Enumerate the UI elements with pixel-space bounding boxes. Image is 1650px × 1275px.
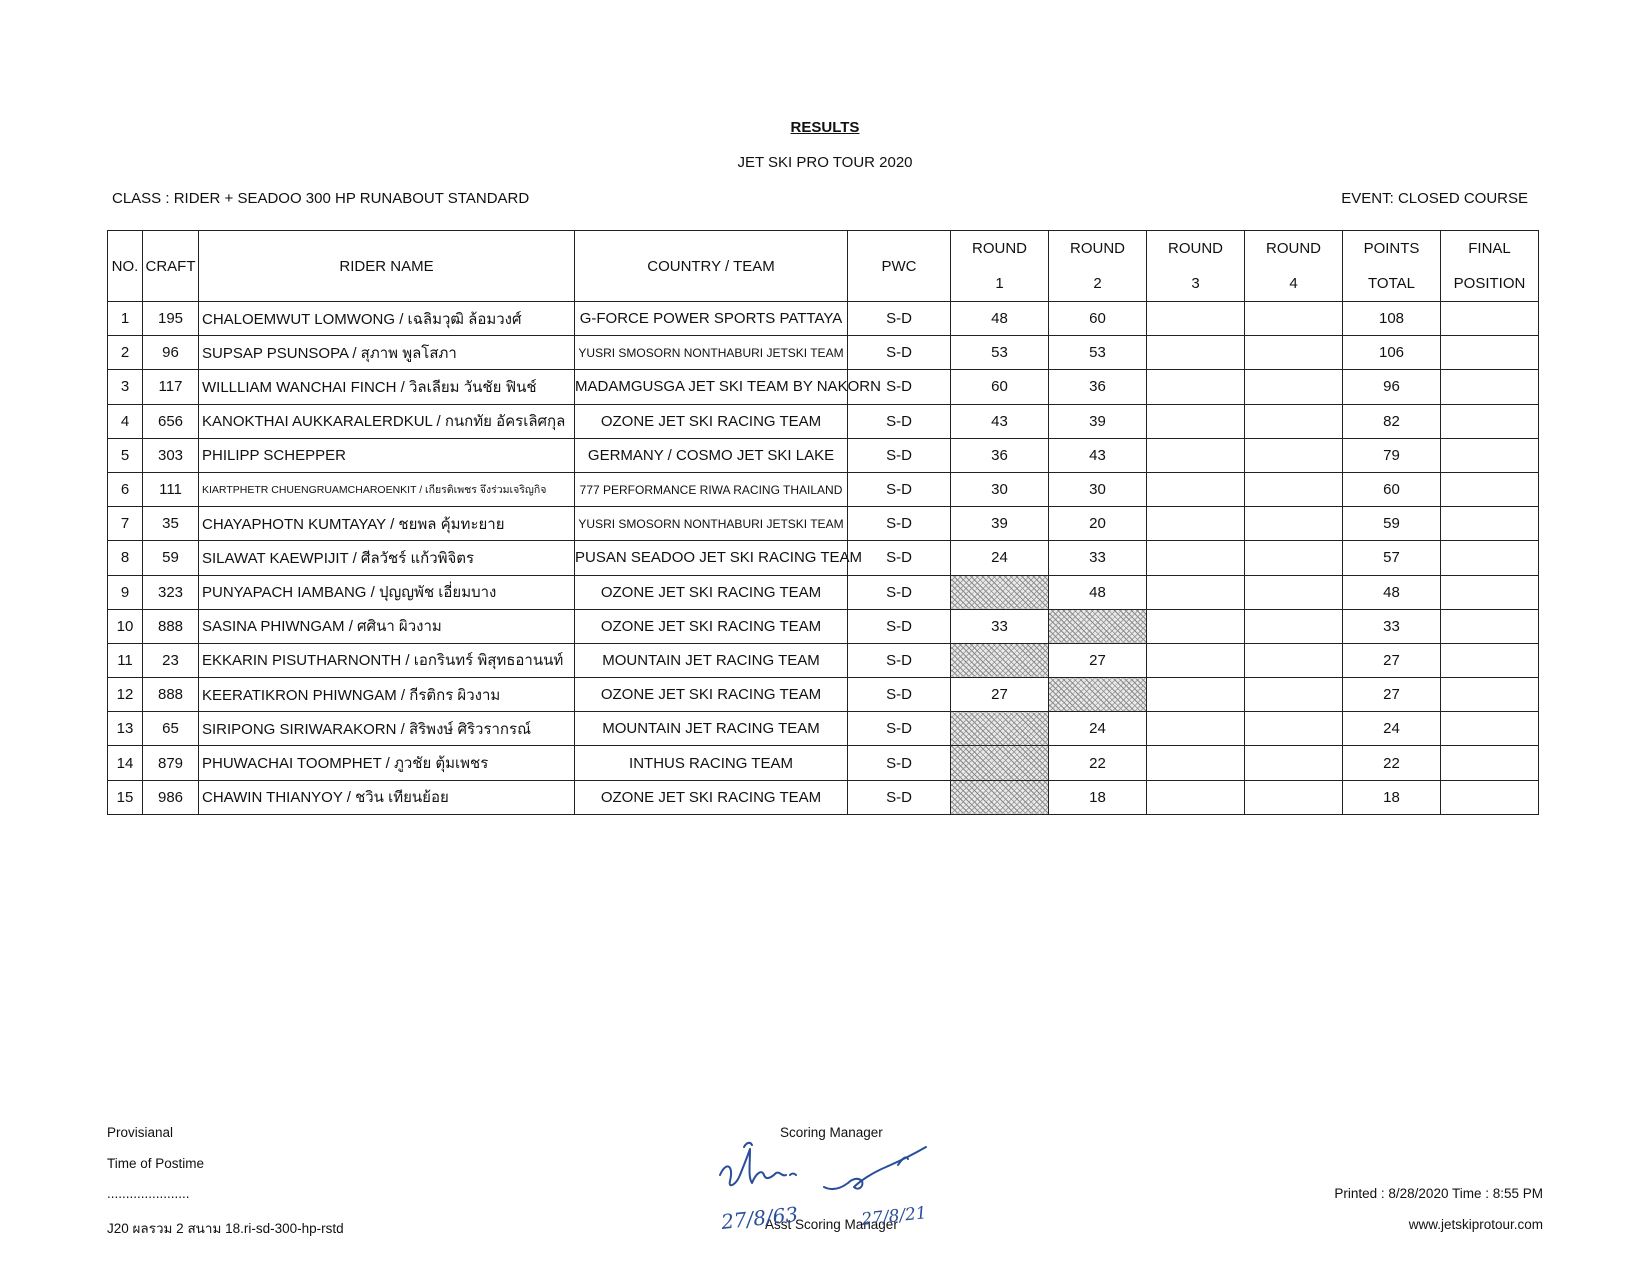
- cell-final-position: [1441, 780, 1539, 814]
- cell-rider-name: KIARTPHETR CHUENGRUAMCHAROENKIT / เกียรติเพชร จึงร่วมเจริญกิจ: [199, 472, 575, 506]
- cell-round-1: 48: [951, 302, 1049, 336]
- cell-round-3: [1147, 438, 1245, 472]
- cell-craft: 195: [143, 302, 199, 336]
- col-header-pwc: PWC: [848, 231, 951, 302]
- cell-craft: 303: [143, 438, 199, 472]
- cell-round-3: [1147, 404, 1245, 438]
- table-row: [108, 643, 1539, 677]
- cell-country-team: PUSAN SEADOO JET SKI RACING TEAM: [575, 541, 848, 575]
- cell-country-team: OZONE JET SKI RACING TEAM: [575, 609, 848, 643]
- cell-points-total: 33: [1343, 609, 1441, 643]
- cell-rider-name: CHAYAPHOTN KUMTAYAY / ชยพล คุ้มทะยาย: [199, 507, 575, 541]
- cell-final-position: [1441, 746, 1539, 780]
- col-header-points-top: POINTS: [1363, 240, 1420, 257]
- signature-date-2: 27/8/21: [860, 1203, 928, 1230]
- cell-no: 9: [108, 575, 143, 609]
- cell-country-team: OZONE JET SKI RACING TEAM: [575, 404, 848, 438]
- cell-round-4: [1245, 609, 1343, 643]
- cell-pwc: S-D: [848, 712, 951, 746]
- cell-round-3: [1147, 712, 1245, 746]
- cell-round-4: [1245, 370, 1343, 404]
- cell-round-2: [1049, 609, 1147, 643]
- cell-pwc: S-D: [848, 609, 951, 643]
- cell-country-team: MOUNTAIN JET RACING TEAM: [575, 643, 848, 677]
- cell-no: 13: [108, 712, 143, 746]
- cell-round-2: 30: [1049, 472, 1147, 506]
- cell-round-3: [1147, 302, 1245, 336]
- cell-no: 3: [108, 370, 143, 404]
- cell-round-1: 24: [951, 541, 1049, 575]
- cell-craft: 323: [143, 575, 199, 609]
- cell-country-team: OZONE JET SKI RACING TEAM: [575, 780, 848, 814]
- table-row: [108, 336, 1539, 370]
- table-row: [108, 712, 1539, 746]
- cell-rider-name: PHUWACHAI TOOMPHET / ภูวชัย ตุ้มเพชร: [199, 746, 575, 780]
- cell-rider-name: SASINA PHIWNGAM / ศศินา ผิวงาม: [199, 609, 575, 643]
- cell-round-2: 27: [1049, 643, 1147, 677]
- cell-final-position: [1441, 507, 1539, 541]
- cell-round-4: [1245, 302, 1343, 336]
- cell-country-team: YUSRI SMOSORN NONTHABURI JETSKI TEAM: [575, 336, 848, 370]
- cell-round-2: 43: [1049, 438, 1147, 472]
- time-of-postime-blank: ......................: [107, 1186, 190, 1201]
- cell-points-total: 82: [1343, 404, 1441, 438]
- cell-points-total: 59: [1343, 507, 1441, 541]
- page-title: RESULTS: [790, 119, 860, 136]
- col-header-round-3-top: ROUND: [1168, 240, 1223, 257]
- cell-rider-name: KEERATIKRON PHIWNGAM / กีรติกร ผิวงาม: [199, 678, 575, 712]
- cell-round-1: 43: [951, 404, 1049, 438]
- cell-pwc: S-D: [848, 438, 951, 472]
- cell-points-total: 108: [1343, 302, 1441, 336]
- cell-pwc: S-D: [848, 370, 951, 404]
- cell-no: 8: [108, 541, 143, 575]
- cell-points-total: 57: [1343, 541, 1441, 575]
- cell-round-3: [1147, 609, 1245, 643]
- cell-rider-name: CHALOEMWUT LOMWONG / เฉลิมวุฒิ ล้อมวงศ์: [199, 302, 575, 336]
- cell-points-total: 27: [1343, 678, 1441, 712]
- cell-craft: 23: [143, 643, 199, 677]
- table-row: [108, 438, 1539, 472]
- cell-pwc: S-D: [848, 780, 951, 814]
- class-label: CLASS : RIDER + SEADOO 300 HP RUNABOUT STANDARD: [112, 190, 530, 207]
- cell-round-4: [1245, 404, 1343, 438]
- cell-round-3: [1147, 472, 1245, 506]
- cell-rider-name: SIRIPONG SIRIWARAKORN / สิริพงษ์ ศิริวรากรณ์: [199, 712, 575, 746]
- cell-country-team: GERMANY / COSMO JET SKI LAKE: [575, 438, 848, 472]
- cell-round-1: 27: [951, 678, 1049, 712]
- cell-country-team: MADAMGUSGA JET SKI TEAM BY NAKORN: [575, 370, 848, 404]
- cell-round-4: [1245, 643, 1343, 677]
- cell-round-2: 60: [1049, 302, 1147, 336]
- table-row: [108, 472, 1539, 506]
- cell-round-1: [951, 712, 1049, 746]
- cell-round-4: [1245, 746, 1343, 780]
- cell-craft: 96: [143, 336, 199, 370]
- cell-no: 7: [108, 507, 143, 541]
- cell-round-2: 22: [1049, 746, 1147, 780]
- cell-round-2: 39: [1049, 404, 1147, 438]
- cell-craft: 986: [143, 780, 199, 814]
- cell-round-1: [951, 643, 1049, 677]
- cell-round-1: [951, 575, 1049, 609]
- cell-final-position: [1441, 541, 1539, 575]
- col-header-craft: CRAFT: [143, 231, 199, 302]
- cell-country-team: OZONE JET SKI RACING TEAM: [575, 678, 848, 712]
- cell-rider-name: CHAWIN THIANYOY / ชวิน เทียนย้อย: [199, 780, 575, 814]
- table-row: [108, 609, 1539, 643]
- cell-no: 4: [108, 404, 143, 438]
- cell-country-team: YUSRI SMOSORN NONTHABURI JETSKI TEAM: [575, 507, 848, 541]
- cell-pwc: S-D: [848, 575, 951, 609]
- cell-round-1: 60: [951, 370, 1049, 404]
- table-row: [108, 780, 1539, 814]
- cell-final-position: [1441, 678, 1539, 712]
- cell-round-3: [1147, 541, 1245, 575]
- cell-final-position: [1441, 302, 1539, 336]
- table-row: [108, 302, 1539, 336]
- cell-pwc: S-D: [848, 507, 951, 541]
- cell-round-2: 24: [1049, 712, 1147, 746]
- cell-points-total: 79: [1343, 438, 1441, 472]
- cell-pwc: S-D: [848, 404, 951, 438]
- cell-craft: 35: [143, 507, 199, 541]
- col-header-final-bottom: POSITION: [1453, 275, 1526, 292]
- cell-country-team: MOUNTAIN JET RACING TEAM: [575, 712, 848, 746]
- cell-points-total: 27: [1343, 643, 1441, 677]
- cell-round-1: 36: [951, 438, 1049, 472]
- cell-final-position: [1441, 643, 1539, 677]
- cell-craft: 117: [143, 370, 199, 404]
- cell-round-3: [1147, 507, 1245, 541]
- col-header-round-4-bottom: 4: [1289, 275, 1298, 292]
- cell-no: 11: [108, 643, 143, 677]
- cell-round-4: [1245, 438, 1343, 472]
- cell-craft: 59: [143, 541, 199, 575]
- cell-craft: 888: [143, 609, 199, 643]
- results-table: [107, 230, 1539, 815]
- table-row: [108, 370, 1539, 404]
- cell-no: 10: [108, 609, 143, 643]
- cell-round-4: [1245, 712, 1343, 746]
- cell-no: 2: [108, 336, 143, 370]
- cell-rider-name: WILLLIAM WANCHAI FINCH / วิลเลียม วันชัย ฟินช์: [199, 370, 575, 404]
- col-header-rider-name: RIDER NAME: [199, 231, 575, 302]
- cell-pwc: S-D: [848, 472, 951, 506]
- cell-round-1: 39: [951, 507, 1049, 541]
- cell-round-2: 48: [1049, 575, 1147, 609]
- cell-round-1: 30: [951, 472, 1049, 506]
- cell-round-3: [1147, 780, 1245, 814]
- cell-points-total: 18: [1343, 780, 1441, 814]
- col-header-round-1-top: ROUND: [972, 240, 1027, 257]
- cell-round-2: 53: [1049, 336, 1147, 370]
- cell-points-total: 96: [1343, 370, 1441, 404]
- provisional-label: Provisianal: [107, 1125, 174, 1140]
- table-header-row: [108, 231, 1539, 302]
- cell-pwc: S-D: [848, 643, 951, 677]
- cell-no: 12: [108, 678, 143, 712]
- event-label: EVENT: CLOSED COURSE: [1341, 190, 1528, 207]
- cell-round-3: [1147, 370, 1245, 404]
- cell-round-4: [1245, 678, 1343, 712]
- cell-round-1: [951, 780, 1049, 814]
- cell-round-3: [1147, 678, 1245, 712]
- scoring-manager-label: Scoring Manager: [780, 1125, 883, 1140]
- table-row: [108, 541, 1539, 575]
- col-header-no: NO.: [108, 231, 143, 302]
- time-of-postime-label: Time of Postime: [107, 1156, 205, 1171]
- col-header-round-3: [1147, 231, 1245, 302]
- cell-pwc: S-D: [848, 541, 951, 575]
- cell-round-3: [1147, 575, 1245, 609]
- cell-points-total: 60: [1343, 472, 1441, 506]
- results-body: [108, 302, 1539, 815]
- col-header-round-2-top: ROUND: [1070, 240, 1125, 257]
- cell-round-4: [1245, 507, 1343, 541]
- handwritten-signatures: [712, 1125, 962, 1240]
- cell-craft: 879: [143, 746, 199, 780]
- col-header-round-4-top: ROUND: [1266, 240, 1321, 257]
- cell-final-position: [1441, 438, 1539, 472]
- cell-points-total: 48: [1343, 575, 1441, 609]
- cell-round-4: [1245, 575, 1343, 609]
- cell-no: 1: [108, 302, 143, 336]
- table-row: [108, 678, 1539, 712]
- cell-craft: 656: [143, 404, 199, 438]
- cell-final-position: [1441, 404, 1539, 438]
- col-header-round-2-bottom: 2: [1093, 275, 1102, 292]
- cell-round-4: [1245, 336, 1343, 370]
- cell-rider-name: PHILIPP SCHEPPER: [199, 438, 575, 472]
- table-row: [108, 575, 1539, 609]
- table-row: [108, 507, 1539, 541]
- col-header-points-total: [1343, 231, 1441, 302]
- cell-final-position: [1441, 609, 1539, 643]
- cell-round-3: [1147, 643, 1245, 677]
- file-reference: J20 ผลรวม 2 สนาม 18.ri-sd-300-hp-rstd: [107, 1221, 344, 1236]
- cell-round-2: 20: [1049, 507, 1147, 541]
- cell-rider-name: SUPSAP PSUNSOPA / สุภาพ พูลโสภา: [199, 336, 575, 370]
- asst-scoring-manager-label: Asst Scoring Manager: [765, 1217, 898, 1232]
- cell-pwc: S-D: [848, 678, 951, 712]
- col-header-round-1: [951, 231, 1049, 302]
- cell-round-4: [1245, 541, 1343, 575]
- cell-no: 14: [108, 746, 143, 780]
- cell-round-1: 53: [951, 336, 1049, 370]
- cell-rider-name: SILAWAT KAEWPIJIT / ศีลวัชร์ แก้วพิจิตร: [199, 541, 575, 575]
- cell-round-3: [1147, 336, 1245, 370]
- cell-craft: 65: [143, 712, 199, 746]
- cell-no: 5: [108, 438, 143, 472]
- cell-final-position: [1441, 575, 1539, 609]
- cell-round-2: 33: [1049, 541, 1147, 575]
- cell-final-position: [1441, 472, 1539, 506]
- signature-date-1: 27/8/63: [720, 1202, 800, 1234]
- cell-no: 15: [108, 780, 143, 814]
- cell-rider-name: KANOKTHAI AUKKARALERDKUL / กนกทัย อัครเลิศกุล: [199, 404, 575, 438]
- website-url: www.jetskiprotour.com: [1408, 1217, 1543, 1232]
- cell-pwc: S-D: [848, 336, 951, 370]
- cell-no: 6: [108, 472, 143, 506]
- cell-country-team: INTHUS RACING TEAM: [575, 746, 848, 780]
- cell-round-2: 18: [1049, 780, 1147, 814]
- cell-final-position: [1441, 336, 1539, 370]
- cell-round-4: [1245, 472, 1343, 506]
- cell-final-position: [1441, 370, 1539, 404]
- cell-round-4: [1245, 780, 1343, 814]
- cell-craft: 888: [143, 678, 199, 712]
- cell-rider-name: PUNYAPACH IAMBANG / ปุญญพัช เอี่ยมบาง: [199, 575, 575, 609]
- cell-country-team: OZONE JET SKI RACING TEAM: [575, 575, 848, 609]
- col-header-round-3-bottom: 3: [1191, 275, 1200, 292]
- cell-country-team: G-FORCE POWER SPORTS PATTAYA: [575, 302, 848, 336]
- col-header-final-top: FINAL: [1468, 240, 1511, 257]
- col-header-final-position: [1441, 231, 1539, 302]
- cell-points-total: 22: [1343, 746, 1441, 780]
- table-row: [108, 404, 1539, 438]
- cell-pwc: S-D: [848, 302, 951, 336]
- col-header-round-1-bottom: 1: [995, 275, 1004, 292]
- cell-round-2: [1049, 678, 1147, 712]
- cell-pwc: S-D: [848, 746, 951, 780]
- cell-round-3: [1147, 746, 1245, 780]
- table-row: [108, 746, 1539, 780]
- cell-country-team: 777 PERFORMANCE RIWA RACING THAILAND: [575, 472, 848, 506]
- cell-rider-name: EKKARIN PISUTHARNONTH / เอกรินทร์ พิสุทธอานนท์: [199, 643, 575, 677]
- cell-final-position: [1441, 712, 1539, 746]
- cell-points-total: 24: [1343, 712, 1441, 746]
- cell-round-1: 33: [951, 609, 1049, 643]
- col-header-round-2: [1049, 231, 1147, 302]
- col-header-country-team: COUNTRY / TEAM: [575, 231, 848, 302]
- page-subtitle: JET SKI PRO TOUR 2020: [737, 154, 913, 171]
- col-header-points-bottom: TOTAL: [1368, 275, 1415, 292]
- col-header-round-4: [1245, 231, 1343, 302]
- cell-round-1: [951, 746, 1049, 780]
- cell-craft: 111: [143, 472, 199, 506]
- cell-round-2: 36: [1049, 370, 1147, 404]
- cell-points-total: 106: [1343, 336, 1441, 370]
- printed-timestamp: Printed : 8/28/2020 Time : 8:55 PM: [1334, 1186, 1543, 1201]
